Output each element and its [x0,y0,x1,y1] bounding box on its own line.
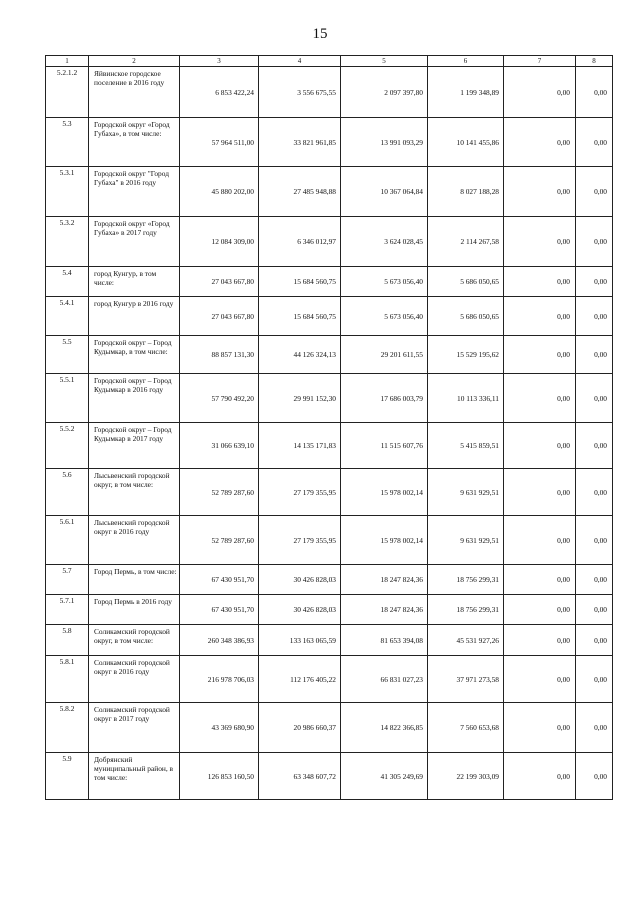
row-col5-value: 41 305 249,69 [341,753,428,800]
row-code: 5.6.1 [46,516,89,565]
row-col5-value: 2 097 397,80 [341,67,428,118]
row-col7-value: 0,00 [504,67,576,118]
row-col3-value: 52 789 287,60 [180,516,259,565]
row-col8-value: 0,00 [576,595,613,625]
row-col6-value: 5 686 050,65 [428,267,504,297]
row-name: Соликамский городской округ в 2017 году [89,703,180,753]
row-col4-value: 27 485 948,88 [259,167,341,217]
row-col4-value: 112 176 405,22 [259,656,341,703]
row-col8-value: 0,00 [576,423,613,469]
row-col7-value: 0,00 [504,469,576,516]
row-col6-value: 1 199 348,89 [428,67,504,118]
row-col7-value: 0,00 [504,565,576,595]
row-col8-value: 0,00 [576,167,613,217]
row-code: 5.8 [46,625,89,656]
row-col5-value: 17 686 003,79 [341,374,428,423]
row-col3-value: 260 348 386,93 [180,625,259,656]
row-col6-value: 22 199 303,09 [428,753,504,800]
row-col5-value: 18 247 824,36 [341,595,428,625]
row-col8-value: 0,00 [576,374,613,423]
row-col7-value: 0,00 [504,336,576,374]
row-col7-value: 0,00 [504,656,576,703]
row-col5-value: 5 673 056,40 [341,267,428,297]
table-row [46,374,613,423]
row-col7-value: 0,00 [504,297,576,336]
row-col8-value: 0,00 [576,67,613,118]
column-number: 7 [504,56,576,67]
row-col4-value: 33 821 961,85 [259,118,341,167]
row-col5-value: 18 247 824,36 [341,565,428,595]
row-code: 5.7 [46,565,89,595]
row-col3-value: 31 066 639,10 [180,423,259,469]
row-col8-value: 0,00 [576,469,613,516]
table-row [46,703,613,753]
row-col6-value: 8 027 188,28 [428,167,504,217]
row-col3-value: 6 853 422,24 [180,67,259,118]
row-col6-value: 45 531 927,26 [428,625,504,656]
row-name: Город Пермь, в том числе: [89,565,180,595]
table-row [46,469,613,516]
table-row [46,267,613,297]
row-col5-value: 29 201 611,55 [341,336,428,374]
row-code: 5.3.2 [46,217,89,267]
row-col3-value: 57 790 492,20 [180,374,259,423]
row-code: 5.8.1 [46,656,89,703]
table-row [46,297,613,336]
row-col7-value: 0,00 [504,516,576,565]
row-col4-value: 30 426 828,03 [259,595,341,625]
row-col4-value: 15 684 560,75 [259,267,341,297]
row-col3-value: 43 369 680,90 [180,703,259,753]
row-col8-value: 0,00 [576,625,613,656]
row-code: 5.3 [46,118,89,167]
row-code: 5.9 [46,753,89,800]
row-col8-value: 0,00 [576,565,613,595]
table-row [46,423,613,469]
row-name: Городской округ – Город Кудымкар в 2017 году [89,423,180,469]
column-number: 5 [341,56,428,67]
row-col4-value: 133 163 065,59 [259,625,341,656]
row-col4-value: 27 179 355,95 [259,469,341,516]
row-col7-value: 0,00 [504,374,576,423]
row-col4-value: 6 346 012,97 [259,217,341,267]
row-col8-value: 0,00 [576,297,613,336]
row-name: Городской округ «Город Губаха», в том числе: [89,118,180,167]
column-number: 2 [89,56,180,67]
table-row [46,565,613,595]
row-code: 5.5.1 [46,374,89,423]
column-number: 8 [576,56,613,67]
row-name: Городской округ «Город Губаха» в 2017 году [89,217,180,267]
row-col6-value: 7 560 653,68 [428,703,504,753]
row-name: Городской округ "Город Губаха" в 2016 году [89,167,180,217]
row-name: Лысьвенский городской округ, в том числе: [89,469,180,516]
row-code: 5.4.1 [46,297,89,336]
row-col6-value: 18 756 299,31 [428,565,504,595]
row-col6-value: 18 756 299,31 [428,595,504,625]
row-col4-value: 14 135 171,83 [259,423,341,469]
row-col6-value: 37 971 273,58 [428,656,504,703]
row-col5-value: 13 991 093,29 [341,118,428,167]
column-number-row [46,56,613,67]
row-code: 5.3.1 [46,167,89,217]
row-col3-value: 88 857 131,30 [180,336,259,374]
row-code: 5.6 [46,469,89,516]
row-code: 5.7.1 [46,595,89,625]
row-name: Яйвинское городское поселение в 2016 году [89,67,180,118]
table-row [46,118,613,167]
row-col7-value: 0,00 [504,217,576,267]
row-code: 5.4 [46,267,89,297]
row-col5-value: 14 822 366,85 [341,703,428,753]
column-number: 6 [428,56,504,67]
row-col6-value: 15 529 195,62 [428,336,504,374]
column-number: 3 [180,56,259,67]
table-row [46,516,613,565]
row-col6-value: 10 141 455,86 [428,118,504,167]
row-col5-value: 15 978 002,14 [341,516,428,565]
row-col4-value: 29 991 152,30 [259,374,341,423]
row-code: 5.8.2 [46,703,89,753]
row-name: Соликамский городской округ, в том числе: [89,625,180,656]
row-code: 5.5.2 [46,423,89,469]
row-name: Добрянский муниципальный район, в том числе: [89,753,180,800]
row-name: Соликамский городской округ в 2016 году [89,656,180,703]
table-row [46,336,613,374]
row-col3-value: 27 043 667,80 [180,297,259,336]
row-col8-value: 0,00 [576,118,613,167]
column-number: 1 [46,56,89,67]
row-col5-value: 81 653 394,08 [341,625,428,656]
row-col8-value: 0,00 [576,516,613,565]
row-code: 5.5 [46,336,89,374]
row-col7-value: 0,00 [504,118,576,167]
row-col4-value: 3 556 675,55 [259,67,341,118]
row-col3-value: 67 430 951,70 [180,595,259,625]
row-col4-value: 27 179 355,95 [259,516,341,565]
row-col3-value: 27 043 667,80 [180,267,259,297]
row-col5-value: 10 367 064,84 [341,167,428,217]
row-col7-value: 0,00 [504,625,576,656]
row-col4-value: 44 126 324,13 [259,336,341,374]
row-col4-value: 30 426 828,03 [259,565,341,595]
row-col7-value: 0,00 [504,703,576,753]
table-row [46,167,613,217]
row-col8-value: 0,00 [576,703,613,753]
table-row [46,625,613,656]
row-col8-value: 0,00 [576,336,613,374]
row-col5-value: 66 831 027,23 [341,656,428,703]
row-name: город Кунгур, в том числе: [89,267,180,297]
page-number: 15 [312,26,328,42]
row-col7-value: 0,00 [504,753,576,800]
column-number: 4 [259,56,341,67]
row-col6-value: 10 113 336,11 [428,374,504,423]
row-col7-value: 0,00 [504,167,576,217]
row-col6-value: 5 686 050,65 [428,297,504,336]
row-name: Город Пермь в 2016 году [89,595,180,625]
row-col8-value: 0,00 [576,217,613,267]
row-col6-value: 9 631 929,51 [428,516,504,565]
table-row [46,656,613,703]
table-row [46,217,613,267]
row-col6-value: 2 114 267,58 [428,217,504,267]
table-row [46,595,613,625]
row-col4-value: 15 684 560,75 [259,297,341,336]
row-col7-value: 0,00 [504,595,576,625]
row-code: 5.2.1.2 [46,67,89,118]
row-col5-value: 3 624 028,45 [341,217,428,267]
row-col3-value: 67 430 951,70 [180,565,259,595]
table-row [46,67,613,118]
row-col7-value: 0,00 [504,423,576,469]
row-col3-value: 126 853 160,50 [180,753,259,800]
row-col6-value: 5 415 859,51 [428,423,504,469]
row-col4-value: 20 986 660,37 [259,703,341,753]
row-col3-value: 57 964 511,00 [180,118,259,167]
row-name: город Кунгур в 2016 году [89,297,180,336]
row-col6-value: 9 631 929,51 [428,469,504,516]
row-name: Городской округ – Город Кудымкар в 2016 году [89,374,180,423]
row-col3-value: 216 978 706,03 [180,656,259,703]
row-name: Лысьвенский городской округ в 2016 году [89,516,180,565]
row-col3-value: 52 789 287,60 [180,469,259,516]
row-col8-value: 0,00 [576,267,613,297]
table-body [46,56,613,800]
row-col7-value: 0,00 [504,267,576,297]
row-col5-value: 11 515 607,76 [341,423,428,469]
row-col5-value: 5 673 056,40 [341,297,428,336]
row-col3-value: 12 084 309,00 [180,217,259,267]
row-col8-value: 0,00 [576,656,613,703]
row-name: Городской округ – Город Кудымкар, в том числе: [89,336,180,374]
row-col4-value: 63 348 607,72 [259,753,341,800]
row-col3-value: 45 880 202,00 [180,167,259,217]
budget-table [45,55,613,800]
row-col5-value: 15 978 002,14 [341,469,428,516]
row-col8-value: 0,00 [576,753,613,800]
table-row [46,753,613,800]
